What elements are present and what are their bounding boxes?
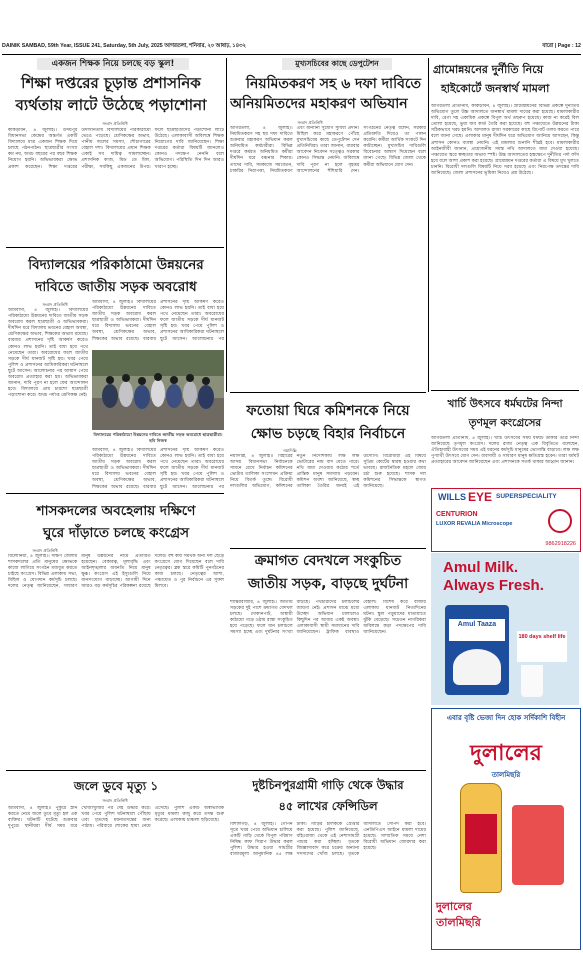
- story-regularize-kicker: মুখ্যসচিবের কাছে ডেপুটেশন: [282, 58, 392, 70]
- eye-ad-logo: [548, 509, 572, 533]
- column-divider: [226, 58, 227, 392]
- amul-ad-shelf-badge: 180 days shelf life: [517, 631, 567, 662]
- story-regularize-byline: সংবাদ প্রতিনিধি: [297, 120, 323, 125]
- story-congress-byline: সংবাদ প্রতিনিধি: [32, 548, 58, 553]
- section-divider: [6, 770, 426, 771]
- story-highway-headline: [230, 550, 426, 596]
- story-bihar-headline-line2: ক্ষোভ চড়ছে বিহার নির্বাচনে: [250, 426, 406, 442]
- story-drowning-body: আমবাসা, ৪ জুলাই।। পুকুরে স্নান করতে নেমে জলে ডুবে মৃত্যু হল এক ব্যক্তির। ঘটনাটি ঘটেছে শুক্রবার দুপুরে। স্থানীয়রা দীর্ঘ সময় ধরে খোঁজাখুঁজির পর দেহ উদ্ধার করে। খবর পেয়ে পুলিশ ঘটনাস্থলে পৌঁছায় এবং মৃতদেহ ময়নাতদন্তের জন্য পাঠায়। পরিবারে শোকের ছায়া নেমে এসেছে। পুলিশ একটি অস্বাভাবিক মৃত্যুর মামলা রুজু করে তদন্ত শুরু করেছে। এলাকায় চাঞ্চল্য ছড়িয়েছে।: [8, 806, 224, 830]
- story-teacher-headline-line1: শিক্ষা দপ্তরের চূড়ান্ত প্রশাসনিক: [21, 74, 201, 92]
- story-school-headline-line1: বিদ্যালয়ের পরিকাঠামো উন্নয়নের: [28, 257, 204, 273]
- masthead-info: DAINIK SAMBAD, 59th Year, ISSUE 241, Saturday, 5th July, 2025 আগরতলা, শনিবার, ২০ আষাঢ়, ১৪৩২: [2, 43, 246, 49]
- page-number: বারো | Page : 12: [542, 43, 581, 49]
- story-regularize-headline-line2: অনিয়মিতদের মহাকরণ অভিযান: [230, 96, 408, 112]
- amul-ad-title: Amul Milk.: [443, 559, 519, 576]
- story-teacher-kicker: একজন শিক্ষক নিয়ে চলছে বড় স্কুল!: [37, 58, 189, 70]
- dulal-ad-pouch: [512, 805, 564, 885]
- dulal-ad-bottle-label: [465, 814, 497, 854]
- eye-ad-line2: LUXOR REVALIA Microscope: [436, 521, 513, 527]
- story-contraband-headline: [230, 775, 426, 819]
- story-highway-body: শান্তিরবাজার, ৪ জুলাই।। জাতীয় সড়কের দুই পাশে ক্রমাগত বেদখল চলছে। দোকানপাট, অস্থায়ী কাঠামো গড়ে ওঠায় রাস্তা সংকুচিত হয়ে পড়েছে। ফলে যান চলাচলে সমস্যা হচ্ছে এবং দুর্ঘটনার সংখ্যা বাড়ছে। পথচারীদের চলাচলের জায়গা নেই। প্রশাসন মাঝে মধ্যে উচ্ছেদ অভিযান চালালেও কিছুদিন পর আবার একই অবস্থা। এলাকাবাসী স্থায়ী সমাধানের দাবি জানিয়েছেন। ট্রাফিক ব্যবস্থাও বেহাল। বিশেষ করে বাজার এলাকায় যানজট নিত্যদিনের ঘটনা। স্কুল পড়ুয়াদের যাতায়াতে ঝুঁকি বেড়েছে। সচেতন নাগরিকরা অবিলম্বে কড়া পদক্ষেপের দাবি জানিয়েছেন।: [230, 600, 426, 636]
- section-divider: [230, 392, 426, 393]
- story-congress-headline-line2: ঘুরে দাঁড়াতে চলছে কংগ্রেস: [42, 525, 190, 541]
- story-congress-body: বিলোনিয়া, ৪ জুলাই।। দক্ষিণ জেলায় শাসকদলের প্রতি মানুষের ক্ষোভকে কাজে লাগিয়ে সংগঠন মজবুত করতে চাইছে কংগ্রেস। বিভিন্ন এলাকায় সভা, মিছিল ও যোগদান কর্মসূচি চলছে। দলের নেতৃত্ব জানিয়েছেন, সাধারণ মানুষ উন্নয়নের নামে প্রতারিত হয়েছেন। বেকারত্ব, মূল্যবৃদ্ধি এবং আইনশৃঙ্খলার অবনতি নিয়ে মানুষ ক্ষুব্ধ। কংগ্রেস এই ইস্যুগুলি নিয়ে জনসংযোগ বাড়াচ্ছে। আগামী দিনে আরও বড় কর্মসূচির পরিকল্পনা রয়েছে দলের। বহু কর্মী সমর্থক অন্য দল ছেড়ে কংগ্রেসে যোগ দিয়েছেন বলে দাবি নেতৃত্বের। ব্লক স্তরে কমিটি পুনর্গঠনের কাজ চলছে। নেতৃত্বের আশা, পঞ্চায়েত ও পুর নির্বাচনে এর সুফল মিলবে।: [8, 554, 224, 590]
- eye-ad-brand-row: [432, 489, 580, 505]
- story-bihar-body: নয়াদিল্লি, ৪ জুলাই।। বিহারের আসন্ন বিধানসভা নির্বাচনকে সামনে রেখে নির্বাচন কমিশনের ভোটার তালিকা সংশোধন প্রক্রিয়া নিয়ে বিতর্ক তুঙ্গে। বিরোধী দলগুলির অভিযোগ, কমিশনের নতুন নির্দেশিকায় লক্ষ লক্ষ ভোটারের নাম বাদ যেতে পারে। নথি জমা দেওয়ার কঠোর শর্তে প্রান্তিক মানুষ সমস্যায় পড়বেন। কমিশন অবশ্য জানিয়েছে, স্বচ্ছ তালিকা তৈরির জন্যই এই উদ্যোগ। বিরোধীরা এই বিষয়ে সুপ্রিম কোর্টের দ্বারস্থ হওয়ার কথা ভাবছে। রাজনৈতিক মহলে জোর চর্চা শুরু হয়েছে। শাসক দল কমিশনের সিদ্ধান্তকে স্বাগত জানিয়েছে।: [230, 454, 426, 490]
- dulal-ad-tagline: এবার বৃষ্টি ভেজা দিন হোক সর্দিকাশি বিহীন: [446, 714, 566, 722]
- story-tmc-headline-line2: তৃণমূল কংগ্রেসের: [468, 417, 542, 429]
- story-tmc-headline: [431, 395, 579, 435]
- amul-ad-subtitle: Always Fresh.: [443, 577, 544, 594]
- story-congress-headline: [8, 500, 224, 544]
- eye-ad-brand-c: SUPERSPECIALITY: [496, 493, 557, 500]
- story-teacher-body: কাকড়াবন, ৪ জুলাই।। উদয়পুর বিধানসভা কেন্দ্রের অন্তর্গত একটি বিদ্যালয়ে মাত্র একজন শিক্ষক দিয়ে চলছে পঠনপাঠন। ছাত্রছাত্রীর সংখ্যা কম নয়, অথচ বছরের পর বছর শিক্ষক নিয়োগ হয়নি। অভিভাবকরা ক্ষোভ প্রকাশ করেছেন। শিক্ষা দপ্তরের উদাসীনতায় বিদ্যালয়ের পরিকাঠামো ভেঙে পড়েছে। শ্রেণিকক্ষের অভাব, পানীয় জলের সমস্যা, শৌচাগারের বেহাল দশা। বিদ্যালয়ের প্রধান শিক্ষক একাই সব দায়িত্ব সামলাচ্ছেন। প্রশাসনিক কাজ, মিড ডে মিল, পরীক্ষা, সবকিছু একজনের উপর। ফলে ছাত্রছাত্রীদের পড়াশোনা লাটে উঠেছে। এলাকাবাসী অবিলম্বে শিক্ষক নিয়োগের দাবি জানিয়েছেন। শিক্ষা দপ্তরের কর্তারা বিষয়টি জানলেও কোনও পদক্ষেপ নেননি বলে অভিযোগ। পরিস্থিতি দিন দিন আরও খারাপ হচ্ছে।: [8, 128, 224, 170]
- dulal-ad-sub: তালমিছরি: [491, 771, 521, 779]
- story-bihar-byline: নয়াদিল্লি: [283, 448, 297, 453]
- section-divider: [6, 493, 224, 494]
- story-contraband-headline-line1: দুষ্টচিনপুরগ্রামী গাড়ি থেকে উদ্ধার: [252, 778, 404, 792]
- story-regularize-body: আগরতলা, ৪ জুলাই।। নিয়মিতকরণ সহ ছয় দফা দাবিতে শুক্রবার মহাকরণ অভিযান করল অনিয়মিত কর্মচারীরা। বিভিন্ন দপ্তরে কর্মরত অনিয়মিত কর্মীরা দীর্ঘদিন ধরে বঞ্চনার শিকার। তাদের দাবি, সমকাজে সমবেতন, চাকরির নিরাপত্তা, নিয়মিতকরণ এবং অন্যান্য সুযোগ সুবিধা প্রদান। মিছিল করে মহাকরণে পৌঁছে মুখ্যসচিবের কাছে ডেপুটেশন দেন প্রতিনিধিরা। তারা জানান, বারবার আবেদন নিবেদন সত্ত্বেও সরকার কোনও সিদ্ধান্ত নেয়নি। অবিলম্বে দাবি পূরণ না হলে বৃহত্তর আন্দোলনের হুঁশিয়ারি দেন। সংগঠনের নেতৃত্ব বলেন, সরকার প্রতিশ্রুতি দিয়েও তা পালন করেনি। কর্মীরা আর্থিক সংকটে দিন কাটাচ্ছেন। মুখ্যসচিব দাবিগুলি বিবেচনার আশ্বাস দিয়েছেন বলে জানা গেছে। বিভিন্ন জেলা থেকে কর্মীরা অভিযানে যোগ দেন।: [230, 126, 426, 174]
- story-school-body-right: আমবাসা, ৪ জুলাই।। বিদ্যালয়ের পরিকাঠামো উন্নয়নের দাবিতে জাতীয় সড়ক অবরোধ করল ছাত্রছাত্রী ও অভিভাবকরা। দীর্ঘদিন ধরে বিদ্যালয় ভবনের বেহাল অবস্থা, শ্রেণিকক্ষের অভাব, শিক্ষকের অভাব রয়েছে। বারবার প্রশাসনের দৃষ্টি আকর্ষণ করেও কোনও লাভ হয়নি। তাই বাধ্য হয়ে পথে নেমেছেন তারা। অবরোধের ফলে জাতীয় সড়কে দীর্ঘ যানজট সৃষ্টি হয়। খবর পেয়ে পুলিশ ও প্রশাসনের আধিকারিকরা ঘটনাস্থলে ছুটে আসেন। আলোচনার পর: [92, 300, 224, 342]
- story-bihar-headline: [230, 400, 426, 446]
- story-contraband-body: বিশালগড়, ৪ জুলাই।। গোপন সূত্রে খবর পেয়ে অভিযান চালিয়ে একটি গাড়ি থেকে বিপুল পরিমাণ নিষিদ্ধ কাফ সিরাপ উদ্ধার করল পুলিশ। উদ্ধার হওয়া সামগ্রীর বাজারমূল্য আনুমানিক ৪৫ লক্ষ টাকা। গাড়ির চালককে গ্রেপ্তার করা হয়েছে। পুলিশ জানিয়েছে, বহিঃরাজ্য থেকে এই নেশাসামগ্রী পাচার করা হচ্ছিল। ধৃতকে জিজ্ঞাসাবাদ করে চক্রের অন্যান্য সদস্যদের খোঁজ চলছে। ধৃতকে আদালতে সোপর্দ করা হবে। এনডিপিএস আইনে মামলা দায়ের হয়েছে। সাম্প্রতিক সময়ে নেশা বিরোধী অভিযান জোরদার করা হয়েছে।: [230, 822, 426, 858]
- story-tmc-body: আগরতলা প্রতিনিধি, ৪ জুলাই।। খার্চি উৎসবের সময় ধর্মঘট ডাকার তীব্র নিন্দা জানিয়েছে তৃণমূল কংগ্রেস। দলের রাজ্য নেতৃত্ব এক বিবৃতিতে বলেছেন, ঐতিহ্যবাহী উৎসবের সময় এই ধরনের কর্মসূচি মানুষের ভোগান্তি বাড়াবে। লক্ষ লক্ষ পুণ্যার্থী উৎসবে যোগ দেন। ব্যবসায়ী ও সাধারণ মানুষ ক্ষতিগ্রস্ত হবেন। তারা ধর্মঘট প্রত্যাহারের আবেদন জানিয়েছেন এবং প্রশাসনকে সতর্ক থাকার আহ্বান জানান।: [431, 436, 579, 466]
- eye-hospital-ad[interactable]: [431, 488, 581, 552]
- story-bihar-headline-line1: ফতোয়া ঘিরে কমিশনকে নিয়ে: [246, 403, 410, 419]
- story-school-byline: সংবাদ প্রতিনিধি: [42, 302, 68, 307]
- blockade-photo: [92, 350, 224, 430]
- story-village-headline: [433, 60, 579, 102]
- amul-ad-pack-image: [453, 649, 501, 685]
- story-regularize-headline-line1: নিয়মিতকরণ সহ ৬ দফা দাবিতে: [246, 76, 422, 92]
- dulal-ad-bottle: [460, 783, 502, 893]
- story-village-body: আগরতলা প্রতিনিধি, কাকড়াবন, ৪ জুলাই।। গ্রামোন্নয়নের বিভিন্ন প্রকল্পে দুর্নীতির অভিযোগ তুলে উচ্চ আদালতে জনস্বার্থ মামলা দায়ের করা হয়েছে। মামলাকারীর দাবি, রেগা সহ একাধিক প্রকল্পে বিপুল অর্থ তছরুপ হয়েছে। কাজ না করেই বিল তোলা হয়েছে, ভুয়া জব কার্ড তৈরি করা হয়েছে। বহু পঞ্চায়েতে উন্নয়নের টাকা সঠিকভাবে খরচ হয়নি। আদালত রাজ্য সরকারের কাছে রিপোর্ট তলব করতে পারে বলে জানা গেছে। এলাকার মানুষ দীর্ঘদিন ধরে অভিযোগ জানিয়ে আসছেন, কিন্তু প্রশাসন কোনও ব্যবস্থা নেয়নি। এই মামলার শুনানি শীঘ্রই হবে। মামলাকারীর আইনজীবী জানান, প্রয়োজনীয় সমস্ত নথি আদালতে জমা দেওয়া হয়েছে। পঞ্চায়েত স্তরে স্বচ্ছতার অভাব স্পষ্ট। উচ্চ আদালতের হস্তক্ষেপে দুর্নীতির পর্দা ফাঁস হবে বলে আশা প্রকাশ করা হয়েছে। গ্রামোন্নয়ন দপ্তরের কর্তারা এ বিষয়ে মুখ খুলতে চাননি। বিরোধী দলগুলি বিষয়টি নিয়ে সরব হয়েছে এবং নিরপেক্ষ তদন্তের দাবি জানিয়েছে। জেলা প্রশাসনের ভূমিকা নিয়েও প্রশ্ন উঠেছে।: [431, 104, 579, 177]
- story-school-body-tail: আমবাসা, ৪ জুলাই।। বিদ্যালয়ের পরিকাঠামো উন্নয়নের দাবিতে জাতীয় সড়ক অবরোধ করল ছাত্রছাত্রী ও অভিভাবকরা। দীর্ঘদিন ধরে বিদ্যালয় ভবনের বেহাল অবস্থা, শ্রেণিকক্ষের অভাব, শিক্ষকের অভাব রয়েছে। বারবার প্রশাসনের দৃষ্টি আকর্ষণ করেও কোনও লাভ হয়নি। তাই বাধ্য হয়ে পথে নেমেছেন তারা। অবরোধের ফলে জাতীয় সড়কে দীর্ঘ যানজট সৃষ্টি হয়। খবর পেয়ে পুলিশ ও প্রশাসনের আধিকারিকরা ঘটনাস্থলে ছুটে আসেন। আলোচনার পর: [92, 448, 224, 490]
- story-school-body-left: আমবাসা, ৪ জুলাই।। বিদ্যালয়ের পরিকাঠামো উন্নয়নের দাবিতে জাতীয় সড়ক অবরোধ করল ছাত্রছাত্রী ও অভিভাবকরা। দীর্ঘদিন ধরে বিদ্যালয় ভবনের বেহাল অবস্থা, শ্রেণিকক্ষের অভাব, শিক্ষকের অভাব রয়েছে। বারবার প্রশাসনের দৃষ্টি আকর্ষণ করেও কোনও লাভ হয়নি। তাই বাধ্য হয়ে পথে নেমেছেন তারা। অবরোধের ফলে জাতীয় সড়কে দীর্ঘ যানজট সৃষ্টি হয়। খবর পেয়ে পুলিশ ও প্রশাসনের আধিকারিকরা ঘটনাস্থলে ছুটে আসেন। আলোচনার পর আশ্বাস পেয়ে অবরোধ প্রত্যাহার করা হয়। অভিভাবকরা জানান, দাবি পূরণ না হলে ফের আন্দোলন হবে। বিদ্যালয়ে প্রায় চারশো ছাত্রছাত্রী পড়াশোনা করে। অথচ পর্যাপ্ত শ্রেণিকক্ষ নেই।: [8, 308, 88, 399]
- section-divider: [230, 548, 426, 549]
- story-drowning-byline: সংবাদ প্রতিনিধি: [102, 798, 128, 803]
- story-regularize-headline: [230, 74, 432, 116]
- eye-ad-line1: CENTURION: [436, 511, 478, 518]
- eye-ad-phone: 9862918226: [545, 541, 576, 547]
- story-village-headline-line2: হাইকোর্টে জনস্বার্থ মামলা: [441, 82, 550, 95]
- story-teacher-byline: সংবাদ প্রতিনিধি: [102, 121, 128, 126]
- masthead: [2, 40, 581, 55]
- story-teacher-headline: [10, 72, 212, 118]
- story-tmc-headline-line1: খার্চি উৎসবে ধর্মঘটের নিন্দা: [447, 398, 563, 410]
- eye-ad-brand-b: EYE: [468, 490, 493, 504]
- story-highway-headline-line2: জাতীয় সড়ক, বাড়ছে দুর্ঘটনা: [247, 576, 409, 592]
- amul-ad-pack-label: Amul Taaza: [449, 619, 505, 641]
- story-school-headline-line2: দাবিতে জাতীয় সড়ক অবরোধ: [35, 279, 197, 295]
- amul-ad-pack: [445, 605, 509, 695]
- section-divider: [431, 390, 579, 391]
- amul-ad[interactable]: [431, 553, 579, 705]
- column-divider: [428, 58, 429, 392]
- story-drowning-headline: জলে ডুবে মৃত্যু ১: [73, 779, 159, 793]
- dulal-ad[interactable]: [431, 708, 581, 950]
- amul-ad-glass: [521, 665, 543, 697]
- story-school-headline: [8, 254, 224, 298]
- dulal-ad-footer: দুলালের তালমিছরি: [436, 900, 481, 929]
- story-village-headline-line1: গ্রামোন্নয়নের দুর্নীতি নিয়ে: [433, 63, 544, 76]
- section-divider: [6, 247, 224, 248]
- story-highway-headline-line1: ক্রমাগত বেদখলে সংকুচিত: [254, 553, 402, 569]
- story-contraband-headline-line2: ৪৫ লাখের ফেন্সিডিল: [278, 799, 378, 813]
- eye-ad-brand-a: WILLS: [438, 492, 466, 502]
- story-teacher-headline-line2: ব্যর্থতায় লাটে উঠেছে পড়াশোনা: [15, 96, 207, 114]
- dulal-ad-brand: দুলালের: [470, 741, 542, 766]
- story-congress-headline-line1: শাসকদলের অবহেলায় দক্ষিণে: [36, 503, 196, 519]
- blockade-photo-caption: বিদ্যালয়ের পরিকাঠামো উন্নয়নের দাবিতে জাতীয় সড়ক অবরোধে ছাত্রছাত্রীরা। ছবি নিজস্ব: [93, 432, 223, 443]
